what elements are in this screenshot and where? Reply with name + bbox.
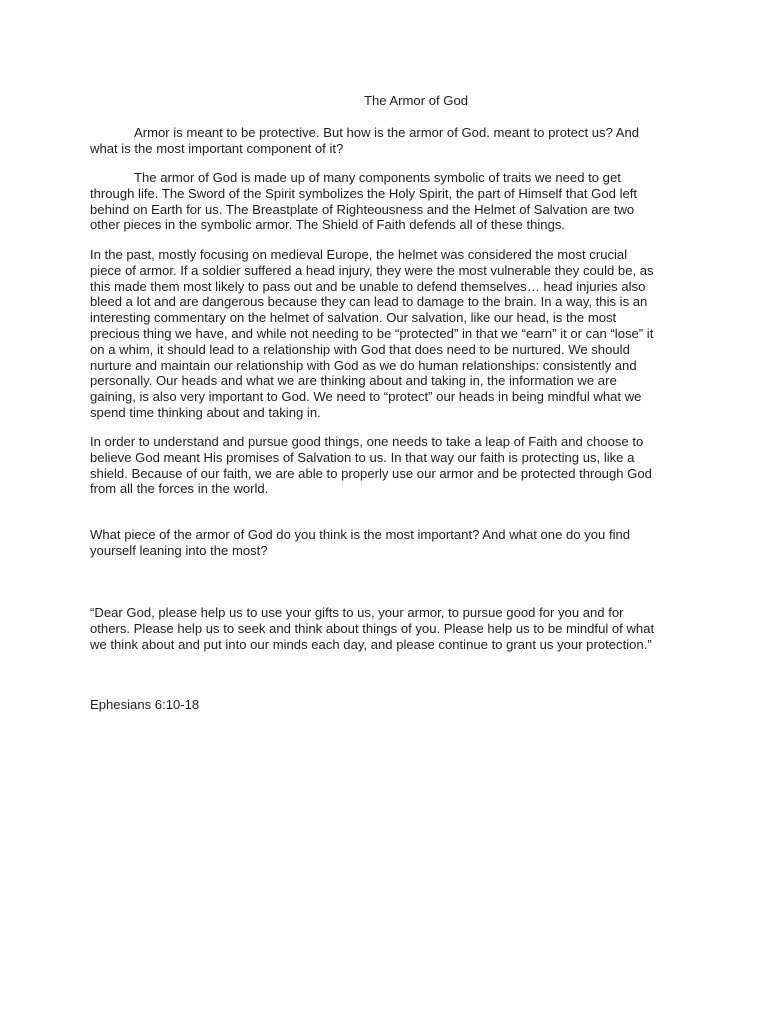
paragraph-reflection-question: What piece of the armor of God do you think is the most important? And what one do you find yourself leaning into the most? (90, 527, 631, 558)
paragraph-helmet-of-salvation: In the past, mostly focusing on medieval Europe, the helmet was considered the most crucial piece of armor. If a soldier suffered a head injury, they were the most vulnerable they could be, as this made them most likely to pass out and be unable to defend themselves… head injuries also bleed a lot and are dangerous because they can lead to damage to the brain. In a way, this is an interesting commentary on the helmet of salvation. Our salvation, like our head, is the most precious thing we have, and while not needing to be “protected” in that we “earn” it or can “lose” it on a whim, it should lead to a relationship with God that does need to be nurtured. We should nurture and maintain our relationship with God as we do human relationships: consistently and personally. Our heads and what we are thinking about and taking in, the information we are gaining, is also very important to God. We need to “protect” our heads in being mindful what we spend time thinking about and taking in. (90, 247, 654, 420)
paragraph-shield-of-faith: In order to understand and pursue good things, one needs to take a leap of Faith and choose to believe God meant His promises of Salvation to us. In that way our faith is protecting us, like a shield. Because of our faith, we are able to properly use our armor and be protected through God from all the forces in the world. (90, 434, 652, 497)
paragraph-armor-components: The armor of God is made up of many components symbolic of traits we need to get through life. The Sword of the Spirit symbolizes the Holy Spirit, the part of Himself that God left behind on Earth for us. The Breastplate of Righteousness and the Helmet of Salvation are two other pieces in the symbolic armor. The Shield of Faith defends all of these things. (90, 170, 638, 233)
paragraph-intro-question: Armor is meant to be protective. But how is the armor of God. meant to protect us? And what is the most important component of it? (90, 125, 640, 156)
document-title: The Armor of God (363, 93, 469, 108)
scripture-reference: Ephesians 6:10-18 (90, 697, 200, 712)
paragraph-prayer: “Dear God, please help us to use your gifts to us, your armor, to pursue good for you and for others. Please help us to seek and think about things of you. Please help us to be mindful of what we think about and put into our minds each day, and please continue to grant us your protection.” (90, 605, 655, 652)
